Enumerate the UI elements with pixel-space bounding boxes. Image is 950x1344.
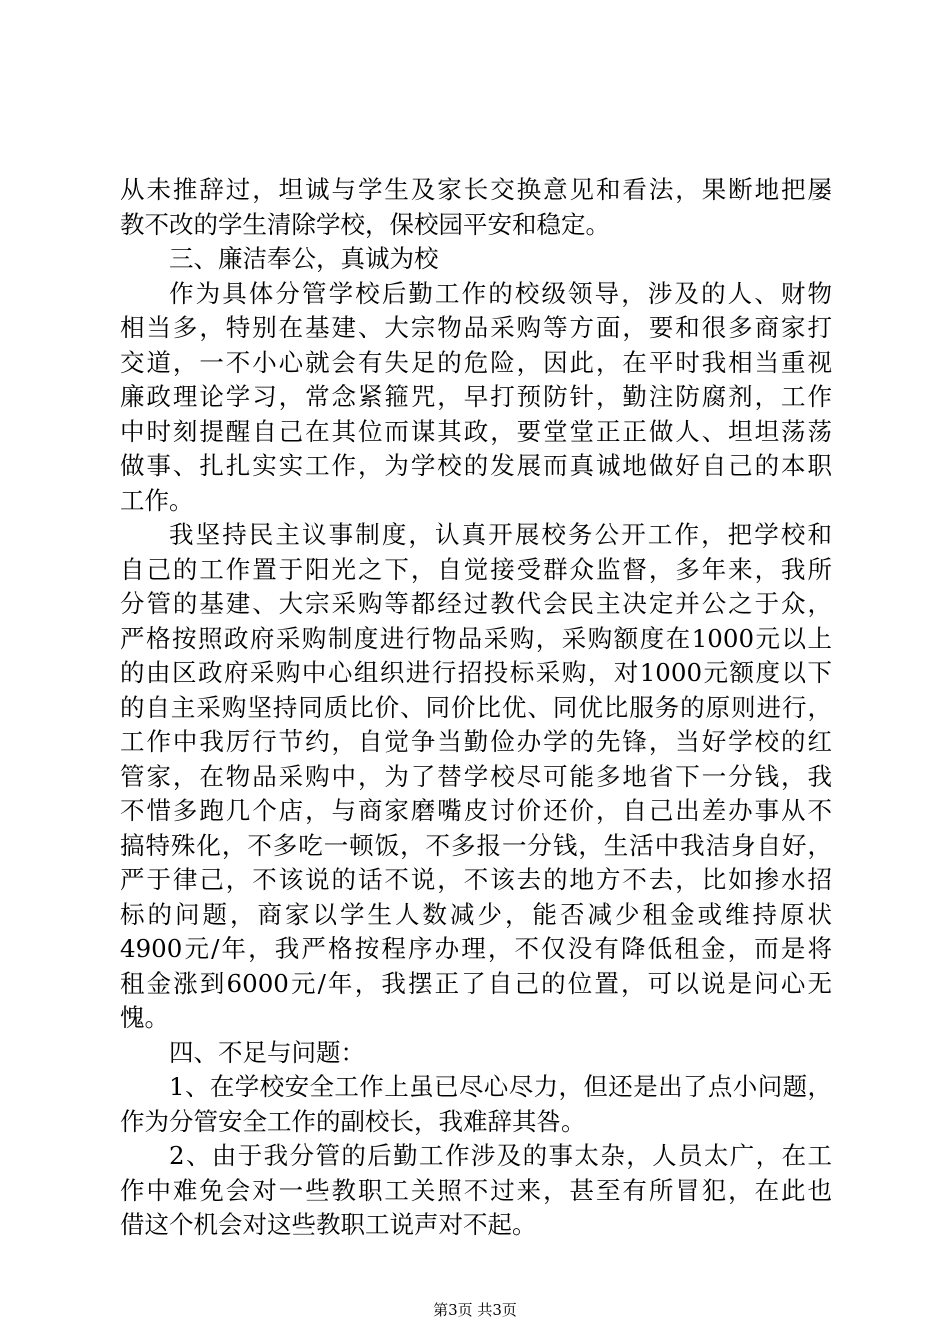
text-line: 作为分管安全工作的副校长，我难辞其咎。 [120,1106,586,1136]
text-line: 2、由于我分管的后勤工作涉及的事太杂，人员太广，在工 [169,1141,832,1170]
text-line: 不惜多跑几个店，与商家磨嘴皮讨价还价，自己出差办事从不 [120,796,832,825]
text-line: 管家，在物品采购中，为了替学校尽可能多地省下一分钱，我 [120,761,832,791]
text-line: 教不改的学生清除学校，保校园平安和稳定。 [120,209,610,239]
text-line: 借这个机会对这些教职工说声对不起。 [120,1210,537,1239]
text-line: 相当多，特别在基建、大宗物品采购等方面，要和很多商家打 [120,313,832,342]
text-line: 交道，一不小心就会有失足的危险，因此，在平时我相当重视 [120,347,832,377]
text-line: 4900元/年，我严格按程序办理，不仅没有降低租金，而是将 [120,934,832,963]
section-heading: 三、廉洁奉公，真诚为校 [169,244,439,273]
text-line: 中时刻提醒自己在其位而谋其政，要堂堂正正做人、坦坦荡荡 [120,416,832,446]
text-line: 愧。 [120,1003,169,1032]
page-number-footer: 第3页 共3页 [433,1301,517,1319]
text-line: 从未推辞过，坦诚与学生及家长交换意见和看法，果断地把屡 [120,175,832,204]
text-line: 租金涨到6000元/年，我摆正了自己的位置，可以说是问心无 [120,968,832,998]
text-line: 工作中我厉行节约，自觉争当勤俭办学的先锋，当好学校的红 [120,727,832,756]
text-line: 作为具体分管学校后勤工作的校级领导，涉及的人、财物 [169,278,832,308]
text-line: 分管的基建、大宗采购等都经过教代会民主决定并公之于众， [120,589,832,618]
text-line: 的由区政府采购中心组织进行招投标采购，对1000元额度以下 [120,658,832,687]
text-line: 作中难免会对一些教职工关照不过来，甚至有所冒犯，在此也 [120,1175,832,1205]
text-line: 的自主采购坚持同质比价、同价比优、同优比服务的原则进行， [120,692,832,722]
text-line: 严于律己，不该说的话不说，不该去的地方不去，比如掺水招 [120,865,832,894]
text-line: 我坚持民主议事制度，认真开展校务公开工作，把学校和 [169,520,832,549]
text-line: 工作。 [120,485,194,515]
text-line: 搞特殊化，不多吃一顿饭，不多报一分钱，生活中我洁身自好， [120,830,832,860]
text-line: 1、在学校安全工作上虽已尽心尽力，但还是出了点小问题， [169,1072,832,1101]
text-line: 廉政理论学习，常念紧箍咒，早打预防针，勤注防腐剂，工作 [120,382,832,411]
text-line: 做事、扎扎实实工作，为学校的发展而真诚地做好自己的本职 [120,451,832,480]
text-line: 标的问题，商家以学生人数减少，能否减少租金或维持原状 [120,899,832,929]
text-line: 严格按照政府采购制度进行物品采购，采购额度在1000元以上 [120,623,832,653]
document-body [120,173,832,1243]
section-heading: 四、不足与问题： [169,1037,365,1067]
text-line: 自己的工作置于阳光之下，自觉接受群众监督，多年来，我所 [120,554,832,584]
